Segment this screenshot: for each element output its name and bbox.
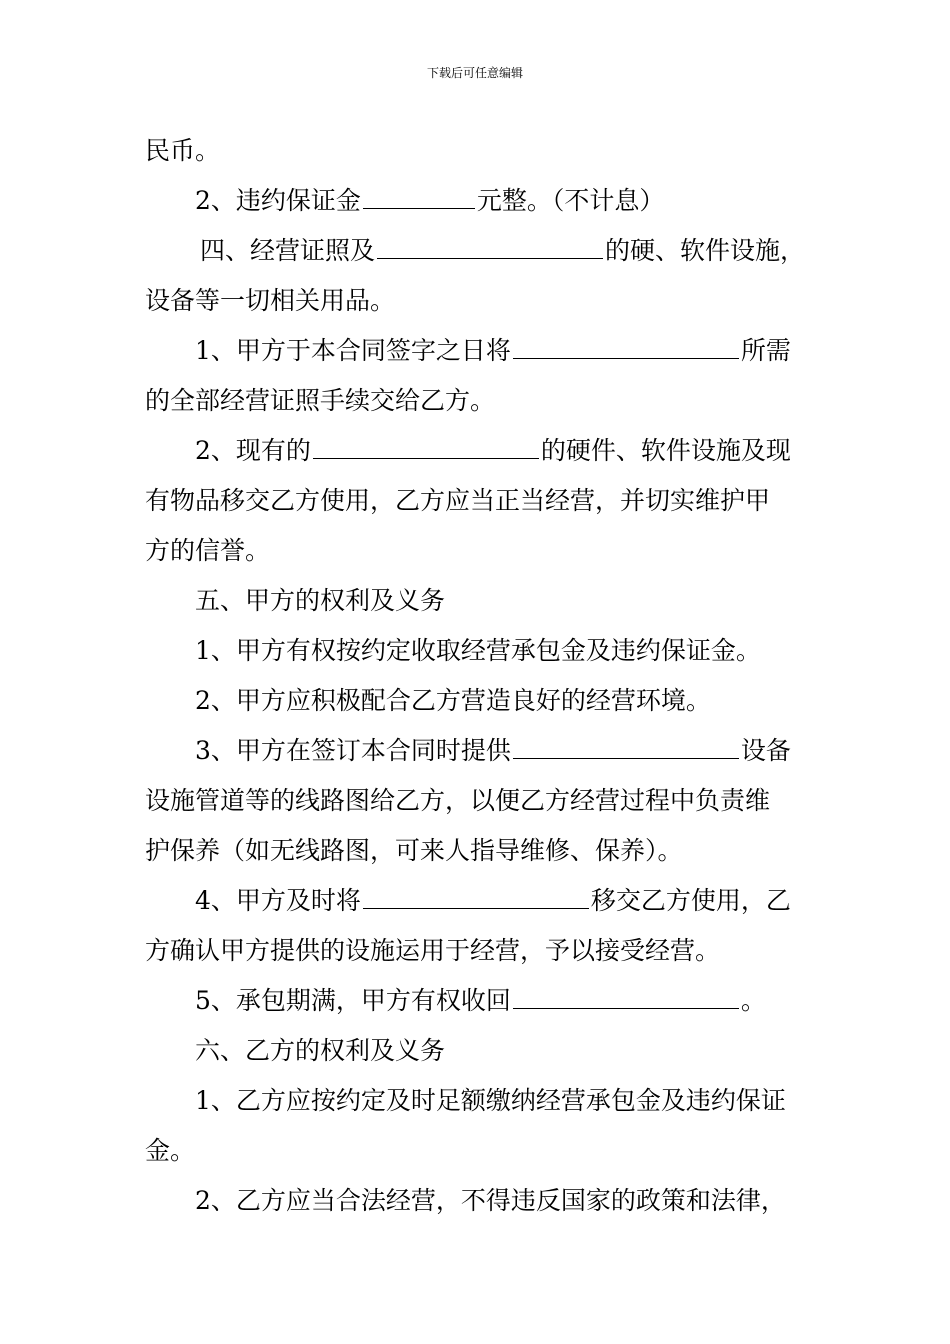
line-text: 移交乙方使用，乙 — [590, 886, 791, 915]
page-header: 下载后可任意编辑 — [426, 66, 523, 80]
line-text: 1、甲方有权按约定收取经营承包金及违约保证金。 — [195, 636, 761, 665]
text-line — [145, 126, 825, 176]
line-text: 四、经营证照及 — [200, 236, 376, 265]
line-text: 五、甲方的权利及义务 — [195, 586, 446, 615]
document-body — [145, 126, 825, 1226]
text-line — [145, 776, 825, 826]
line-text: 护保养（如无线路图，可来人指导维修、保养）。 — [145, 836, 683, 865]
fill-in-blank — [513, 982, 739, 1009]
line-text: 2、现有的 — [195, 436, 311, 465]
line-text: 所需 — [740, 336, 791, 365]
line-text: 六、乙方的权利及义务 — [195, 1036, 446, 1065]
text-line — [145, 476, 825, 526]
line-text: 5、承包期满，甲方有权收回 — [195, 986, 511, 1015]
line-text: 金。 — [145, 1136, 196, 1165]
text-line — [145, 676, 825, 726]
line-text: 设备 — [740, 736, 791, 765]
fill-in-blank — [313, 432, 539, 459]
line-text: 民币。 — [145, 136, 221, 165]
text-line — [145, 526, 825, 576]
text-line — [145, 626, 825, 676]
text-line — [145, 726, 825, 776]
line-text: 2、甲方应积极配合乙方营造良好的经营环境。 — [195, 686, 711, 715]
text-line — [145, 276, 825, 326]
line-text: 有物品移交乙方使用，乙方应当正当经营，并切实维护甲 — [145, 486, 771, 515]
line-text: 元整。（不计息） — [476, 186, 665, 215]
line-text: 2、乙方应当合法经营，不得违反国家的政策和法律， — [195, 1186, 786, 1215]
line-text: 设备等一切相关用品。 — [145, 286, 396, 315]
fill-in-blank — [363, 882, 589, 909]
line-text: 1、甲方于本合同签字之日将 — [195, 336, 511, 365]
text-line — [145, 326, 825, 376]
line-text: 方确认甲方提供的设施运用于经营，予以接受经营。 — [145, 936, 721, 965]
text-line — [145, 1176, 825, 1226]
text-line — [145, 976, 825, 1026]
section-heading — [145, 1026, 825, 1076]
section-heading — [145, 576, 825, 626]
line-text: 设施管道等的线路图给乙方，以便乙方经营过程中负责维 — [145, 786, 771, 815]
fill-in-blank — [377, 232, 603, 259]
line-text: 的硬件、软件设施及现 — [540, 436, 791, 465]
text-line — [145, 176, 825, 226]
text-line — [145, 826, 825, 876]
text-line — [145, 876, 825, 926]
line-text: 方的信誉。 — [145, 536, 271, 565]
text-line — [145, 1076, 825, 1126]
line-text: 2、违约保证金 — [195, 186, 361, 215]
text-line — [145, 426, 825, 476]
fill-in-blank — [513, 332, 739, 359]
line-text: 4、甲方及时将 — [195, 886, 361, 915]
line-text: 3、甲方在签订本合同时提供 — [195, 736, 511, 765]
line-text: 1、乙方应按约定及时足额缴纳经营承包金及违约保证 — [195, 1086, 786, 1115]
section-heading — [145, 226, 825, 276]
text-line — [145, 1126, 825, 1176]
line-text: 的硬、软件设施， — [605, 236, 806, 265]
text-line — [145, 926, 825, 976]
fill-in-blank — [363, 182, 475, 209]
line-text: 的全部经营证照手续交给乙方。 — [145, 386, 496, 415]
line-text: 。 — [740, 986, 766, 1015]
fill-in-blank — [513, 732, 739, 759]
text-line — [145, 376, 825, 426]
